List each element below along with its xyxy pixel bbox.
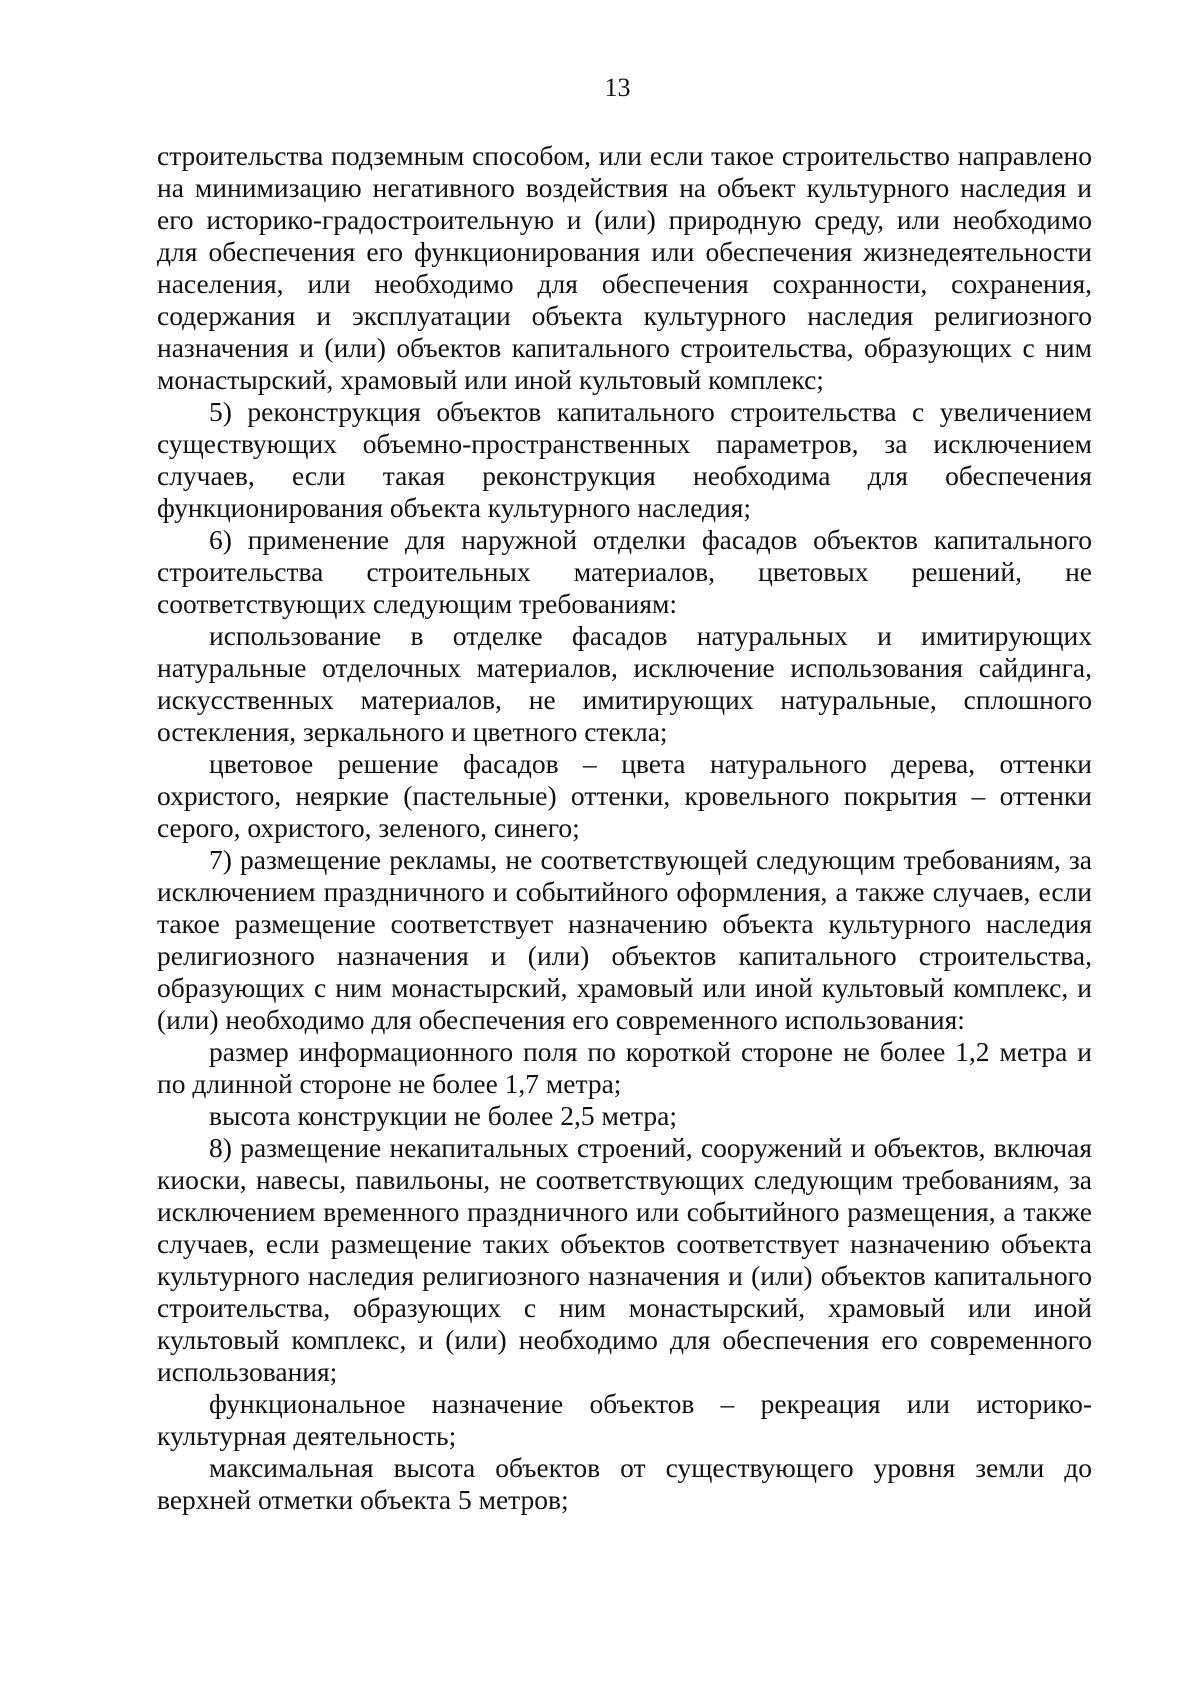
paragraph-item-8: 8) размещение некапитальных строений, сооружений и объектов, включая киоски, навесы, павильоны, не соответствующих следующим требованиям, за исключением временного праздничного или событийного размещения, а также случаев, если размещение таких объектов соответствует назначению объекта культурного наследия религиозного назначения и (или) объектов капитального строительства, образующих с ним монастырский, храмовый или иной культовый комплекс, и (или) необходимо для обеспечения его современного использования;	[157, 1132, 1092, 1387]
paragraph-facade-materials: использование в отделке фасадов натуральных и имитирующих натуральные отделочных материалов, исключение использования сайдинга, искусственных материалов, не имитирующих натуральные, сплошного остекления, зеркального и цветного стекла;	[157, 620, 1092, 747]
paragraph-construction-height: высота конструкции не более 2,5 метра;	[209, 1100, 677, 1131]
paragraph-item-5: 5) реконструкция объектов капитального строительства с увеличением существующих объемно-пространственных параметров, за исключением случаев, если такая реконструкция необходима для обеспечения функционирования объекта культурного наследия;	[157, 396, 1092, 523]
paragraph-facade-colors: цветовое решение фасадов – цвета натурального дерева, оттенки охристого, неяркие (пастельные) оттенки, кровельного покрытия – оттенки серого, охристого, зеленого, синего;	[157, 748, 1092, 843]
document-body	[157, 140, 1092, 1516]
paragraph-item-6: 6) применение для наружной отделки фасадов объектов капитального строительства строительных материалов, цветовых решений, не соответствующих следующим требованиям:	[157, 524, 1092, 619]
paragraph-functional-purpose: функциональное назначение объектов – рекреация или историко-культурная деятельность;	[157, 1388, 1092, 1451]
paragraph-info-field-size: размер информационного поля по короткой стороне не более 1,2 метра и по длинной стороне не более 1,7 метра;	[157, 1036, 1092, 1099]
paragraph-continuation: строительства подземным способом, или если такое строительство направлено на минимизацию негативного воздействия на объект культурного наследия и его историко-градостроительную и (или) природную среду, или необходимо для обеспечения его функционирования или обеспечения жизнедеятельности населения, или необходимо для обеспечения сохранности, сохранения, содержания и эксплуатации объекта культурного наследия религиозного назначения и (или) объектов капитального строительства, образующих с ним монастырский, храмовый или иной культовый комплекс;	[157, 140, 1092, 395]
paragraph-item-7: 7) размещение рекламы, не соответствующей следующим требованиям, за исключением праздничного и событийного оформления, а также случаев, если такое размещение соответствует назначению объекта культурного наследия религиозного назначения и (или) объектов капитального строительства, образующих с ним монастырский, храмовый или иной культовый комплекс, и (или) необходимо для обеспечения его современного использования:	[157, 844, 1092, 1035]
page-number: 13	[604, 73, 631, 102]
paragraph-max-height: максимальная высота объектов от существующего уровня земли до верхней отметки объекта 5 метров;	[157, 1452, 1092, 1515]
